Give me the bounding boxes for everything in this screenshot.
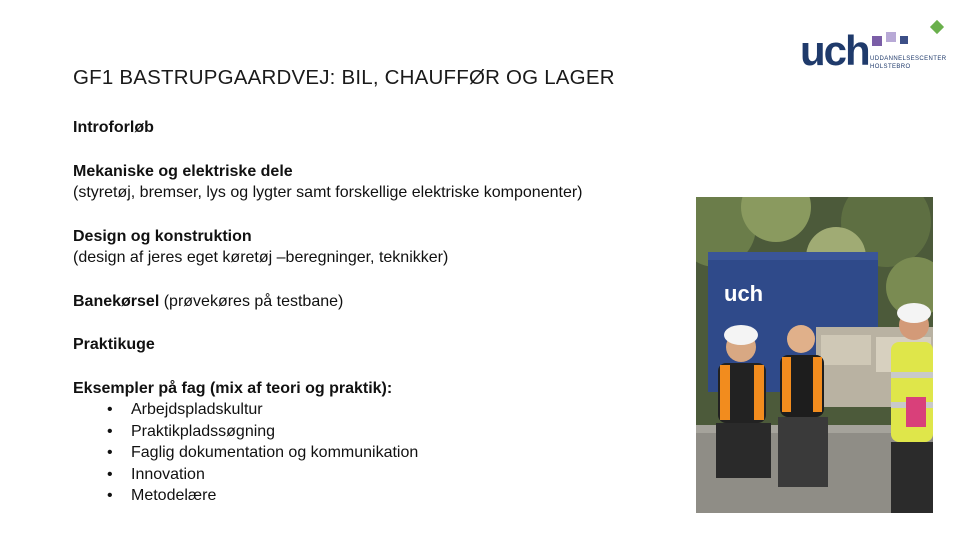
bullet-icon: • xyxy=(107,465,113,483)
list-item: • Faglig dokumentation og kommunikation xyxy=(107,442,693,464)
track-heading: Banekørsel xyxy=(73,292,160,310)
logo-subtitle-2: HOLSTEBRO xyxy=(870,64,911,70)
list-item: • Innovation xyxy=(107,464,693,486)
bullet-icon: • xyxy=(107,422,113,440)
logo-square-lilac xyxy=(886,32,896,42)
students-photo xyxy=(696,197,933,513)
logo-wordmark: uch xyxy=(800,27,869,74)
examples-list xyxy=(73,399,693,507)
uch-logo xyxy=(800,22,950,74)
bullet-icon: • xyxy=(107,444,113,461)
track-line xyxy=(73,291,693,313)
examples-heading: Eksempler på fag (mix af teori og praktik): xyxy=(73,379,393,397)
logo-square-navy xyxy=(900,36,908,44)
list-item: • Arbejdspladskultur xyxy=(107,399,693,421)
design-heading: Design og konstruktion xyxy=(73,227,252,245)
logo-diamond-green xyxy=(930,20,944,34)
truck-logo-text: uch xyxy=(724,281,764,306)
bullet-icon: • xyxy=(107,401,113,418)
bullet-icon: • xyxy=(107,487,113,504)
list-item: • Praktikpladssøgning xyxy=(107,421,693,443)
slide-content xyxy=(73,117,693,507)
slide-title: GF1 BASTRUPGAARDVEJ: BIL, CHAUFFØR OG LAGER xyxy=(73,66,615,89)
logo-subtitle-1: UDDANNELSESCENTER xyxy=(870,56,947,62)
track-detail: (prøvekøres på testbane) xyxy=(159,292,344,310)
mech-detail: (styretøj, bremser, lys og lygter samt forskellige elektriske komponenter) xyxy=(73,184,583,201)
logo-square-purple xyxy=(872,36,882,46)
list-item: • Metodelære xyxy=(107,485,693,507)
intro-heading: Introforløb xyxy=(73,119,154,136)
practice-heading: Praktikuge xyxy=(73,336,155,353)
mech-heading: Mekaniske og elektriske dele xyxy=(73,162,293,180)
design-detail: (design af jeres eget køretøj –beregninger, teknikker) xyxy=(73,249,449,266)
